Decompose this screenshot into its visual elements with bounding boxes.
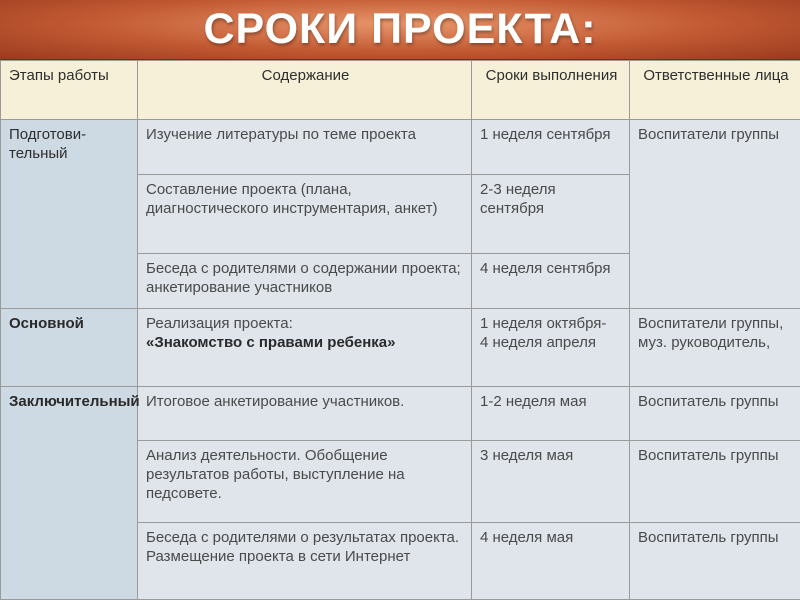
row-term bbox=[472, 308, 630, 386]
row-responsible: Воспитатель группы bbox=[630, 522, 800, 599]
row-term-text: 1 неделя октября- 4 неделя апреля bbox=[480, 314, 607, 351]
row-term: 3 неделя мая bbox=[472, 441, 630, 523]
project-schedule-table bbox=[0, 60, 800, 600]
row-responsible: Воспитатель группы bbox=[630, 441, 800, 523]
row-term: 2-3 неделя сентября bbox=[472, 175, 630, 253]
row-content: Изучение литературы по теме проекта bbox=[138, 120, 472, 175]
stage-preparatory: Подготови-тельный bbox=[1, 120, 138, 309]
title-banner bbox=[0, 0, 800, 60]
row-content: Беседа с родителями о результатах проекта. Размещение проекта в сети Интернет bbox=[138, 522, 472, 599]
stage-final: Заключительный bbox=[1, 387, 138, 600]
stage-main: Основной bbox=[1, 308, 138, 386]
row-term: 1 неделя сентября bbox=[472, 120, 630, 175]
row-responsible: Воспитатель группы bbox=[630, 387, 800, 441]
row-term: 4 неделя мая bbox=[472, 522, 630, 599]
row-responsible: Воспитатели группы, муз. руководитель, bbox=[630, 308, 800, 386]
table-row bbox=[1, 308, 800, 386]
row-responsible: Воспитатели группы bbox=[630, 120, 800, 309]
row-content-text: Реализация проекта: bbox=[146, 314, 293, 332]
header-stages: Этапы работы bbox=[1, 61, 138, 120]
row-content: Анализ деятельности. Обобщение результатов работы, выступление на педсовете. bbox=[138, 441, 472, 523]
header-responsible: Ответственные лица bbox=[630, 61, 800, 120]
page-title: СРОКИ ПРОЕКТА: bbox=[203, 5, 597, 53]
row-content-bold: «Знакомство с правами ребенка» bbox=[146, 333, 396, 351]
row-content bbox=[138, 308, 472, 386]
row-term: 4 неделя сентября bbox=[472, 253, 630, 308]
row-content: Итоговое анкетирование участников. bbox=[138, 387, 472, 441]
header-terms: Сроки выполнения bbox=[472, 61, 630, 120]
header-content: Содержание bbox=[138, 61, 472, 120]
table-header-row bbox=[1, 61, 800, 120]
table-row bbox=[1, 120, 800, 175]
row-content: Составление проекта (плана, диагностического инструментария, анкет) bbox=[138, 175, 472, 253]
row-term: 1-2 неделя мая bbox=[472, 387, 630, 441]
table-row bbox=[1, 387, 800, 441]
row-content: Беседа с родителями о содержании проекта; анкетирование участников bbox=[138, 253, 472, 308]
